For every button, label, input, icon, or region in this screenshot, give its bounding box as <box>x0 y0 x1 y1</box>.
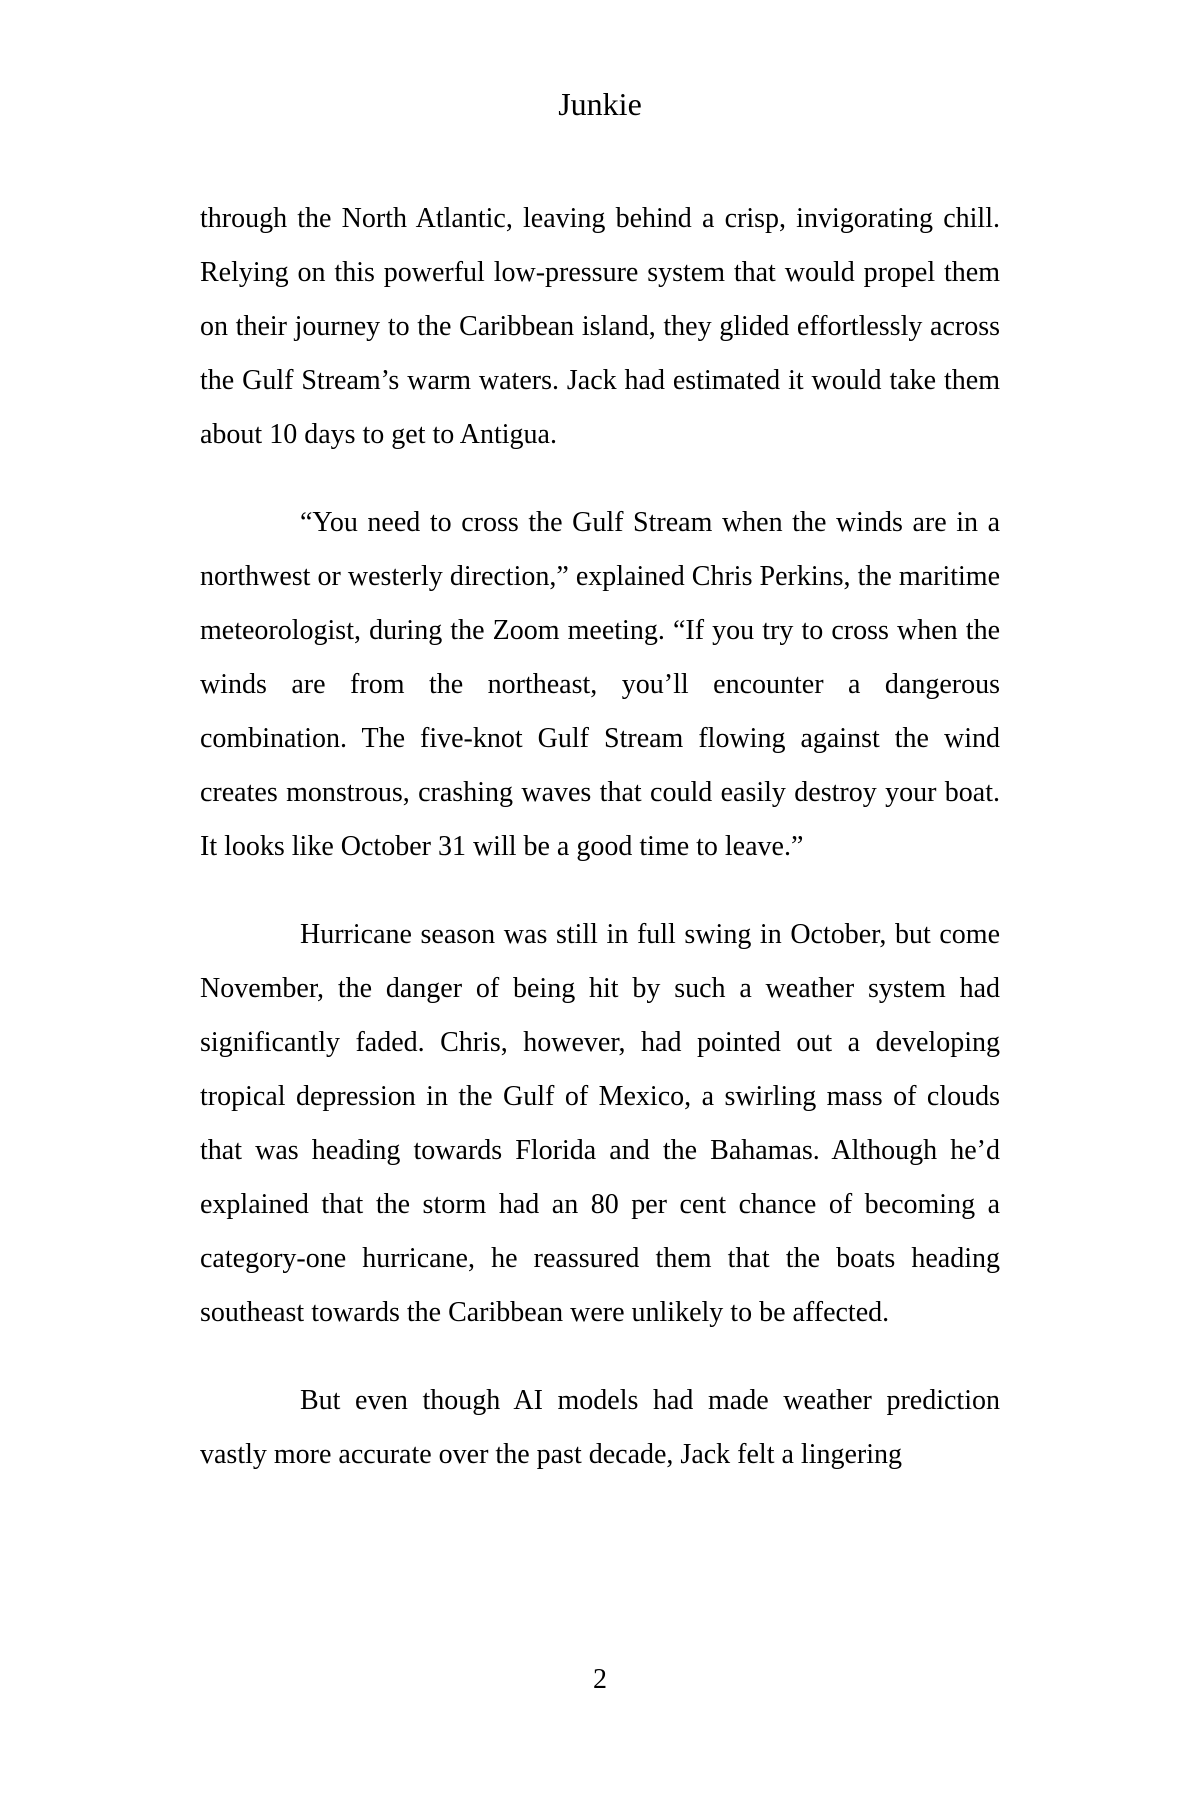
body-paragraph: “You need to cross the Gulf Stream when the winds are in a northwest or westerly direction,” explained Chris Perkins, the maritime meteorologist, during the Zoom meeting. “If you try to cross when the winds are from the northeast, you’ll encounter a dangerous combination. The five-knot Gulf Stream flowing against the wind creates monstrous, crashing waves that could easily destroy your boat. It looks like October 31 will be a good time to leave.” <box>200 507 1000 862</box>
body-paragraph: But even though AI models had made weather prediction vastly more accurate over the past decade, Jack felt a lingering <box>200 1385 1000 1470</box>
body-paragraph: through the North Atlantic, leaving behind a crisp, invigorating chill. Relying on this powerful low-pressure system that would propel them on their journey to the Caribbean island, they glided effortlessly across the Gulf Stream’s warm waters. Jack had estimated it would take them about 10 days to get to Antigua. <box>200 203 1000 450</box>
page-body <box>200 192 1000 1516</box>
page-number: 2 <box>593 1664 607 1695</box>
body-paragraph: Hurricane season was still in full swing in October, but come November, the danger of being hit by such a weather system had significantly faded. Chris, however, had pointed out a developing tropical depression in the Gulf of Mexico, a swirling mass of clouds that was heading towards Florida and the Bahamas. Although he’d explained that the storm had an 80 per cent chance of becoming a category-one hurricane, he reassured them that the boats heading southeast towards the Caribbean were unlikely to be affected. <box>200 919 1000 1328</box>
page-title: Junkie <box>558 86 642 122</box>
